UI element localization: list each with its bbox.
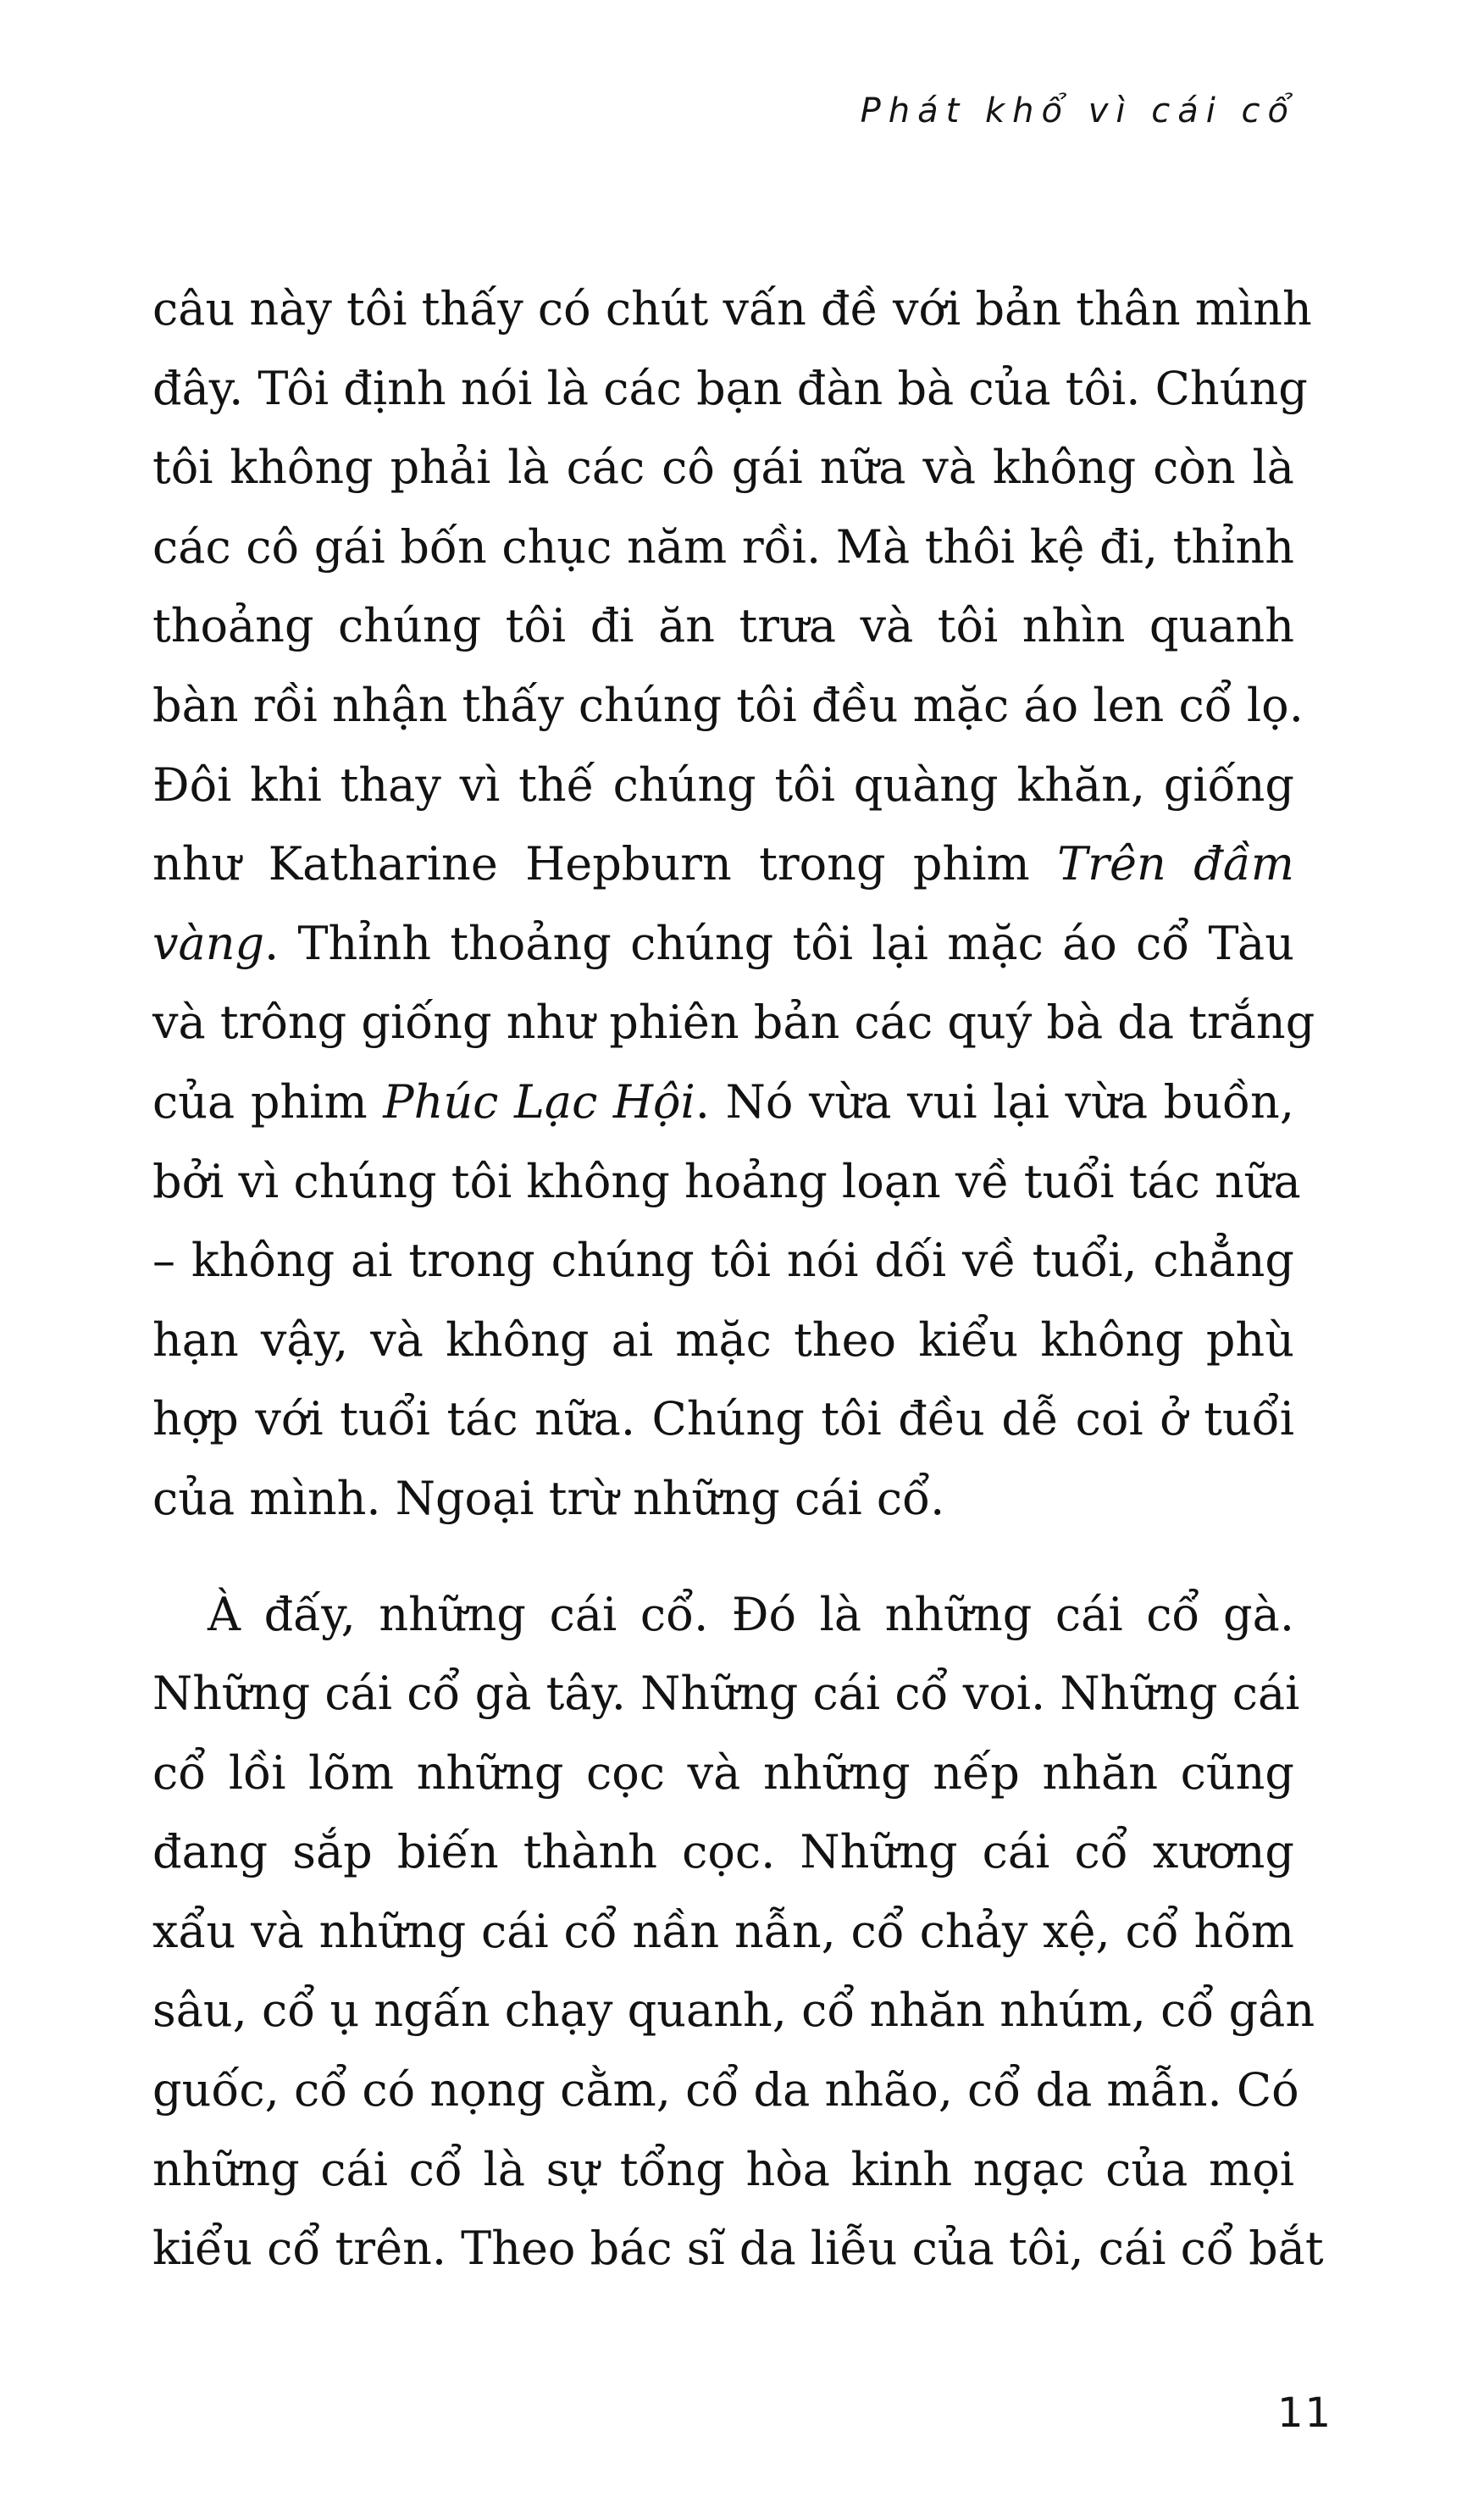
text-segment: . Thỉnh thoảng chúng tôi lại mặc áo cổ Tàu xyxy=(264,916,1294,970)
text-segment: của phim xyxy=(152,1074,384,1129)
text-line xyxy=(152,2130,1294,2210)
text-line xyxy=(152,1654,1300,1734)
page-number: 11 xyxy=(1277,2389,1333,2437)
text-segment: như Katharine Hepburn trong phim xyxy=(152,837,1058,891)
paragraph xyxy=(152,269,1315,1539)
text-segment: bàn rồi nhận thấy chúng tôi đều mặc áo len cổ lọ. xyxy=(152,678,1304,732)
text-segment: . Nó vừa vui lại vừa buồn, xyxy=(695,1074,1294,1129)
italic-title: vàng xyxy=(152,916,265,970)
text-line xyxy=(152,1971,1315,2050)
text-line xyxy=(152,1459,1294,1539)
body-text xyxy=(152,269,1324,2289)
text-segment: đang sắp biến thành cọc. Những cái cổ xương xyxy=(152,1825,1294,1879)
text-line xyxy=(152,1301,1294,1380)
text-line xyxy=(152,1812,1294,1892)
text-line xyxy=(152,1379,1294,1459)
text-line xyxy=(152,666,1304,746)
text-line xyxy=(152,824,1294,904)
text-segment: câu này tôi thấy có chút vấn đề với bản thân mình xyxy=(152,282,1312,336)
text-segment: À đấy, những cái cổ. Đó là những cái cổ gà. xyxy=(208,1587,1294,1641)
text-line xyxy=(152,1734,1294,1813)
text-line xyxy=(152,904,1294,984)
text-segment: các cô gái bốn chục năm rồi. Mà thôi kệ đi, thỉnh xyxy=(152,519,1294,574)
text-line xyxy=(152,349,1308,429)
text-segment: và trông giống như phiên bản các quý bà da trắng xyxy=(152,996,1315,1050)
text-segment: thoảng chúng tôi đi ăn trưa và tôi nhìn quanh xyxy=(152,599,1294,653)
text-segment: guốc, cổ có nọng cằm, cổ da nhão, cổ da mẫn. Có xyxy=(152,2063,1299,2117)
text-segment: sâu, cổ ụ ngấn chạy quanh, cổ nhăn nhúm, cổ gân xyxy=(152,1984,1315,2038)
text-line xyxy=(152,1892,1294,1972)
text-segment: hợp với tuổi tác nữa. Chúng tôi đều dễ coi ở tuổi xyxy=(152,1392,1294,1446)
text-line xyxy=(152,1063,1294,1142)
italic-title: Trên đầm xyxy=(1057,837,1294,891)
text-line xyxy=(152,983,1315,1063)
text-line xyxy=(152,746,1294,825)
text-segment: của mình. Ngoại trừ những cái cổ. xyxy=(152,1471,945,1525)
paragraph xyxy=(152,1575,1324,2289)
text-line xyxy=(152,1221,1294,1301)
text-segment: đây. Tôi định nói là các bạn đàn bà của tôi. Chúng xyxy=(152,361,1308,415)
text-line xyxy=(152,1142,1301,1222)
text-line xyxy=(152,2050,1299,2130)
text-segment: những cái cổ là sự tổng hòa kinh ngạc của mọi xyxy=(152,2142,1294,2196)
text-line xyxy=(152,508,1294,587)
text-segment: Đôi khi thay vì thế chúng tôi quàng khăn, giống xyxy=(152,757,1294,812)
running-header-title: Phát khổ vì cái cổ xyxy=(860,92,1296,130)
text-segment: cổ lồi lõm những cọc và những nếp nhăn cũng xyxy=(152,1745,1294,1800)
text-segment: tôi không phải là các cô gái nữa và không còn là xyxy=(152,441,1294,495)
text-segment: bởi vì chúng tôi không hoảng loạn về tuổi tác nữa xyxy=(152,1154,1301,1208)
text-segment: hạn vậy, và không ai mặc theo kiểu không phù xyxy=(152,1312,1294,1367)
text-line xyxy=(152,269,1312,349)
text-segment: Những cái cổ gà tây. Những cái cổ voi. Những cái xyxy=(152,1667,1300,1721)
text-line xyxy=(152,428,1294,508)
text-line xyxy=(152,2209,1324,2289)
text-line xyxy=(152,586,1294,666)
text-segment: xẩu và những cái cổ nần nẫn, cổ chảy xệ, cổ hõm xyxy=(152,1904,1294,1958)
text-segment: – không ai trong chúng tôi nói dối về tuổi, chẳng xyxy=(152,1234,1294,1288)
text-line xyxy=(152,1575,1294,1655)
italic-title: Phúc Lạc Hội xyxy=(383,1074,695,1129)
text-segment: kiểu cổ trên. Theo bác sĩ da liễu của tôi, cái cổ bắt xyxy=(152,2222,1324,2276)
